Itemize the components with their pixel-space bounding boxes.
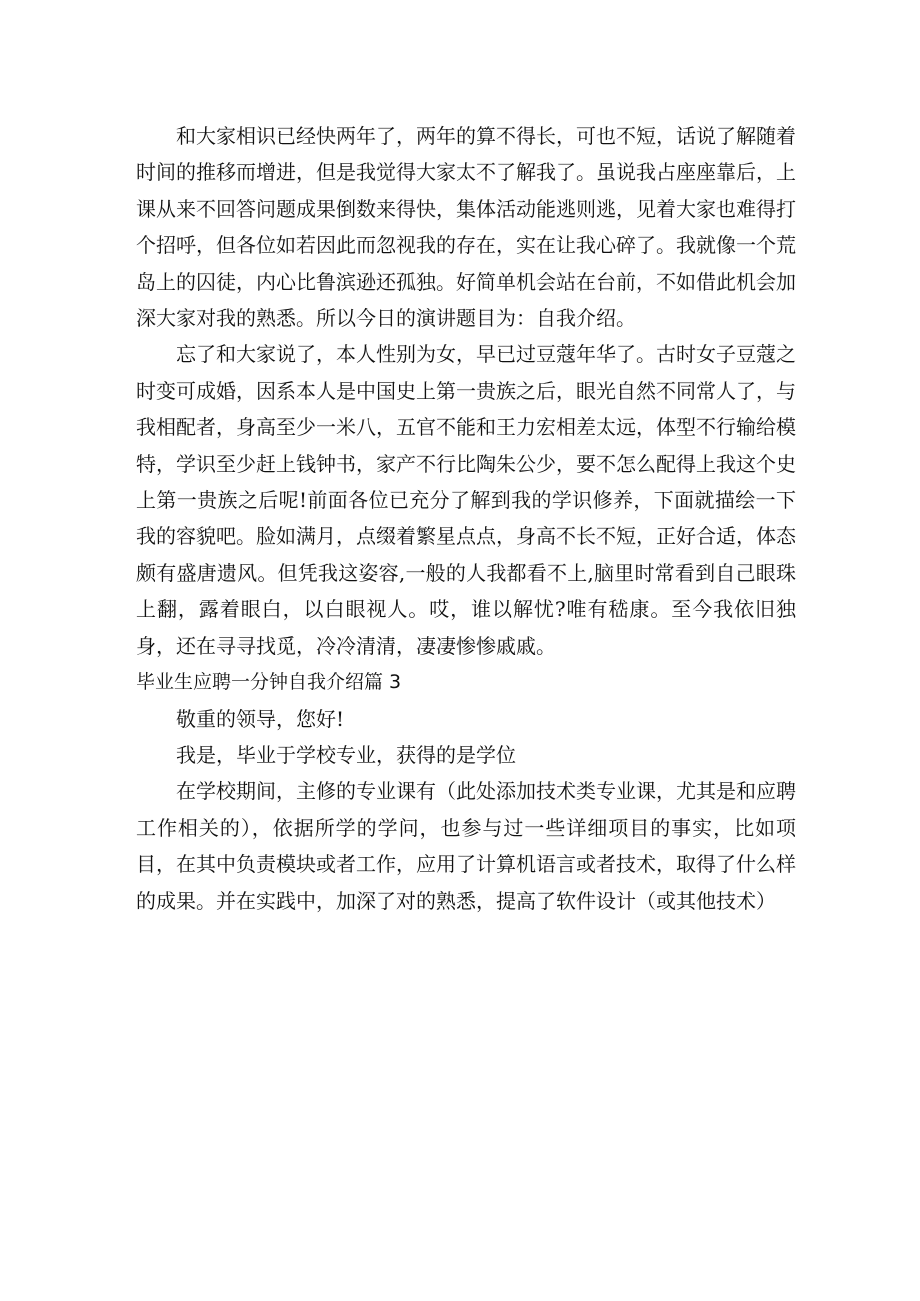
- document-body: [136, 118, 796, 919]
- intro-line: 我是，毕业于学校专业，获得的是学位: [176, 742, 516, 767]
- paragraph-introduction: 和大家相识已经快两年了，两年的算不得长，可也不短，话说了解随着时间的推移而增进，但是我觉得大家太不了解我了。虽说我占座座靠后，上课从来不回答问题成果倒数来得快，集体活动能逃则逃，见着大家也难得打个招呼，但各位如若因此而忽视我的存在，实在让我心碎了。我就像一个荒岛上的囚徒，内心比鲁滨逊还孤独。好简单机会站在台前，不如借此机会加深大家对我的熟悉。所以今日的演讲题目为：自我介绍。: [136, 124, 796, 331]
- section-heading: 毕业生应聘一分钟自我介绍篇 3: [136, 671, 402, 694]
- paragraph-self-description: 忘了和大家说了，本人性别为女，早已过豆蔻年华了。古时女子豆蔻之时变可成婚，因系本人是中国史上第一贵族之后，眼光自然不同常人了，与我相配者，身高至少一米八，五官不能和王力宏相差太远，体型不行输给模特，学识至少赶上钱钟书，家产不行比陶朱公少，要不怎么配得上我这个史上第一贵族之后呢!前面各位已充分了解到我的学识修养，下面就描绘一下我的容貌吧。脸如满月，点缀着繁星点点，身高不长不短，正好合适，体态颇有盛唐遗风。但凭我这姿容,一般的人我都看不上,脑里时常看到自己眼珠上翻，露着眼白，以白眼视人。哎，谁以解忧?唯有嵇康。至今我依旧独身，还在寻寻找觅，冷冷清清，凄凄惨惨戚戚。: [136, 342, 796, 658]
- paragraph-study: 在学校期间，主修的专业课有（此处添加技术类专业课，尤其是和应聘工作相关的），依据所学的学问，也参与过一些详细项目的事实，比如项目，在其中负责模块或者工作，应用了计算机语言或者技术，取得了什么样的成果。并在实践中，加深了对的熟悉，提高了软件设计（或其他技术）: [136, 779, 796, 913]
- greeting-line: 敬重的领导，您好!: [176, 706, 345, 731]
